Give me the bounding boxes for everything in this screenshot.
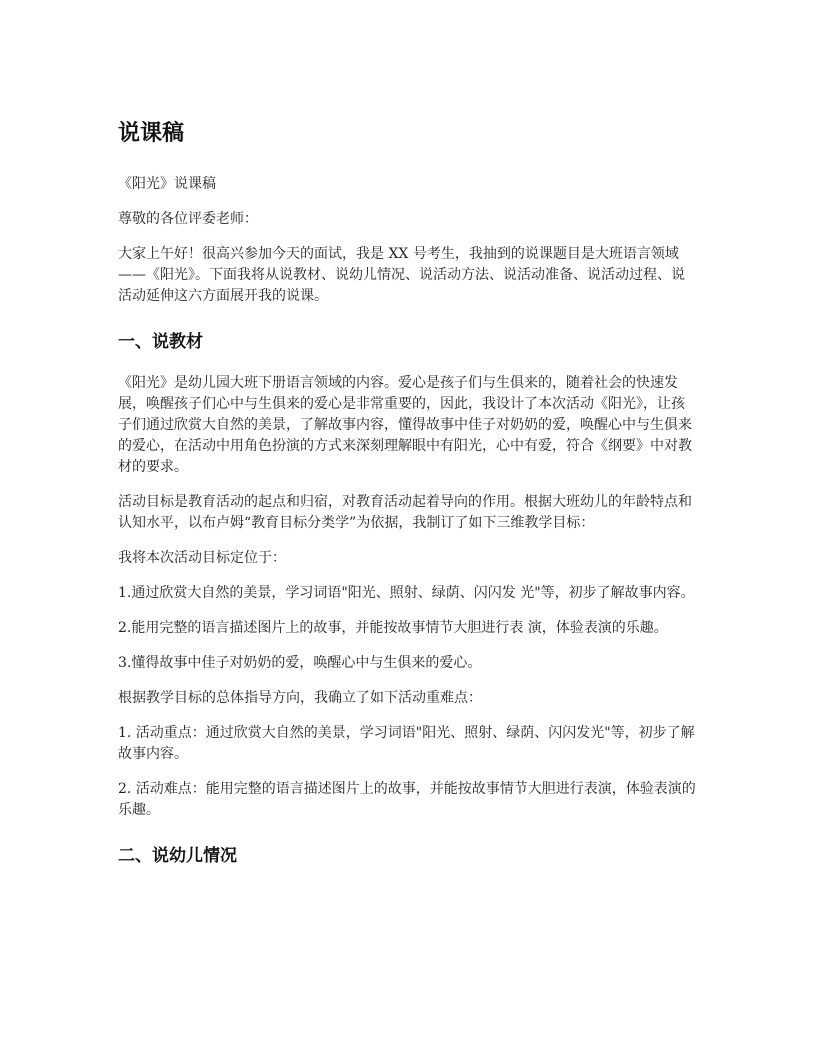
key-point-item: 1. 活动重点：通过欣赏大自然的美景，学习词语"阳光、照射、绿荫、闪闪发光"等，初步了解故事内容。 — [118, 725, 695, 762]
goal-item-2: 2.能用完整的语言描述图片上的故事，并能按故事情节大胆进行表 演，体验表演的乐趣。 — [118, 620, 668, 636]
page-title: 说课稿 — [118, 121, 185, 146]
section-heading-textbook: 一、说教材 — [118, 332, 203, 352]
section-heading-children: 二、说幼儿情况 — [118, 846, 237, 866]
intro-paragraph: 大家上午好！很高兴参加今天的面试，我是 XX 号考生，我抽到的说课题目是大班语言领域——《阳光》。下面我将从说教材、说幼儿情况、说活动方法、说活动准备、说活动过程、说活动延伸这六方面展开我的说课。 — [118, 246, 685, 304]
textbook-paragraph-3: 我将本次活动目标定位于： — [118, 550, 286, 566]
greeting-paragraph: 尊敬的各位评委老师： — [118, 211, 258, 227]
textbook-paragraph-4: 根据教学目标的总体指导方向，我确立了如下活动重难点： — [118, 690, 482, 706]
document-page — [118, 118, 698, 887]
textbook-paragraph-1: 《阳光》是幼儿园大班下册语言领域的内容。爱心是孩子们与生俱来的，随着社会的快速发展，唤醒孩子们心中与生俱来的爱心是非常重要的，因此，我设计了本次活动《阳光》，让孩子们通过欣赏大自然的美景，了解故事内容，懂得故事中佳子对奶奶的爱，唤醒心中与生俱来的爱心，在活动中用角色扮演的方式来深刻理解眼中有阳光，心中有爱，符合《纲要》中对教材的要求。 — [118, 375, 692, 475]
difficulty-item: 2. 活动难点：能用完整的语言描述图片上的故事，并能按故事情节大胆进行表演，体验表演的乐趣。 — [118, 781, 696, 818]
goal-item-1: 1.通过欣赏大自然的美景，学习词语"阳光、照射、绿荫、闪闪发 光"等，初步了解故事内容。 — [118, 585, 695, 601]
textbook-paragraph-2: 活动目标是教育活动的起点和归宿，对教育活动起着导向的作用。根据大班幼儿的年龄特点和认知水平，以布卢姆“教育目标分类学”为依据，我制订了如下三维教学目标： — [118, 494, 692, 531]
document-subtitle: 《阳光》说课稿 — [118, 176, 216, 192]
goal-item-3: 3.懂得故事中佳子对奶奶的爱，唤醒心中与生俱来的爱心。 — [118, 655, 482, 671]
